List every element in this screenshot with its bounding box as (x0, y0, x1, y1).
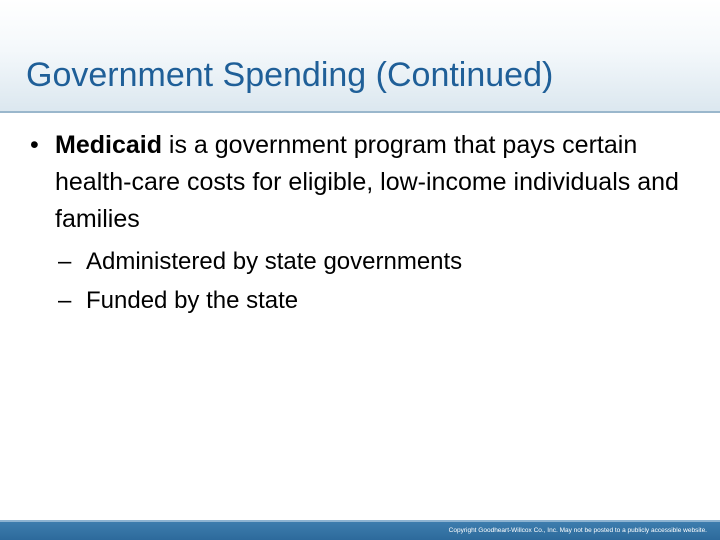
bullet-item (30, 127, 690, 238)
bold-term: Medicaid (55, 131, 162, 159)
slide-title: Government Spending (Continued) (26, 56, 554, 94)
sub-bullet-text: Funded by the state (86, 287, 299, 314)
sub-bullet-marker: – (58, 248, 72, 275)
bullet-paragraph (55, 127, 690, 238)
sub-bullet-marker: – (58, 287, 72, 314)
sub-bullet-item (30, 242, 690, 281)
bullet-marker: • (30, 131, 39, 159)
copyright-notice: Copyright Goodheart-Willcox Co., Inc. May not be posted to a publicly accessible website. (448, 527, 707, 534)
sub-bullet-item (30, 281, 690, 320)
sub-bullet-text: Administered by state governments (86, 248, 463, 275)
sub-bullet-list (30, 242, 690, 320)
footer-band (0, 520, 720, 540)
slide-body (30, 127, 690, 320)
bullet-text: is a government program that pays certain health-care costs for eligible, low-income individuals and families (55, 131, 679, 233)
title-divider (0, 111, 720, 113)
